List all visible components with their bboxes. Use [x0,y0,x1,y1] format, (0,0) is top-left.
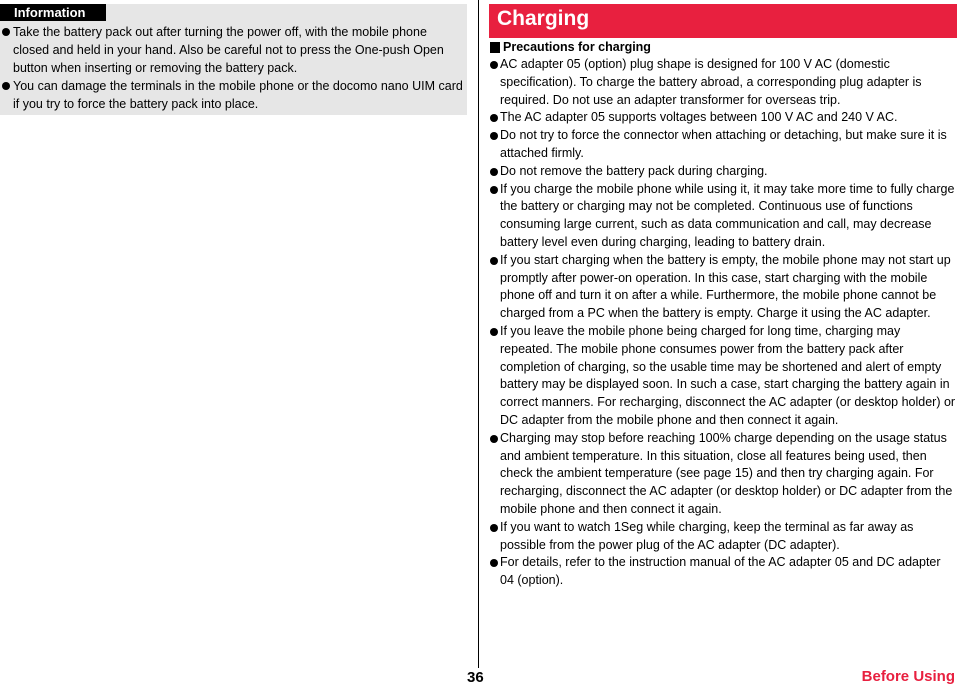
charging-section-title: Charging [489,4,957,38]
precaution-item: For details, refer to the instruction manual of the AC adapter 05 and DC adapter 04 (option). [490,554,956,590]
precautions-list [490,56,956,590]
precaution-item: The AC adapter 05 supports voltages between 100 V AC and 240 V AC. [490,109,956,127]
precaution-item: AC adapter 05 (option) plug shape is designed for 100 V AC (domestic specification). To charge the battery abroad, a corresponding plug adapter is required. Do not use an adapter transformer for overseas trip. [490,56,956,109]
precautions-heading-label: Precautions for charging [503,40,651,54]
precaution-item: If you start charging when the battery is empty, the mobile phone may not start up promptly after power-on operation. In this case, start charging with the mobile phone off and turn it on after a while. Furthermore, the mobile phone cannot be charged from a PC when the battery is empty. Charge it using the AC adapter. [490,252,956,323]
precautions-heading [490,39,651,56]
column-divider [478,0,479,668]
information-list [2,23,464,113]
information-tag: Information [0,4,106,21]
precaution-item: Do not remove the battery pack during charging. [490,163,956,181]
precaution-item: If you leave the mobile phone being charged for long time, charging may repeated. The mobile phone consumes power from the battery pack after completion of charging, so the usable time may be shortened and alert of empty battery may be displayed soon. In such a case, start charging the battery again in correct manners. For recharging, disconnect the AC adapter (or desktop holder) or DC adapter from the mobile phone and then connect it again. [490,323,956,430]
precaution-item: If you charge the mobile phone while using it, it may take more time to fully charge the battery or charging may not be completed. Continuous use of functions consuming large current, such as data communication and call, may decrease battery level even during charging, leading to battery drain. [490,181,956,252]
information-box [0,4,467,115]
square-bullet-icon [490,42,500,53]
section-name: Before Using [861,668,955,685]
precaution-item: If you want to watch 1Seg while charging, keep the terminal as far away as possible from the power plug of the AC adapter (DC adapter). [490,519,956,555]
information-item: You can damage the terminals in the mobile phone or the docomo nano UIM card if you try to force the battery pack into place. [2,77,464,113]
precaution-item: Charging may stop before reaching 100% charge depending on the usage status and ambient temperature. In this situation, close all features being used, then check the ambient temperature (see page 15) and then try charging again. For recharging, disconnect the AC adapter (or desktop holder) or DC adapter from the mobile phone and then connect it again. [490,430,956,519]
precaution-item: Do not try to force the connector when attaching or detaching, but make sure it is attached firmly. [490,127,956,163]
page-number: 36 [467,669,484,686]
information-item: Take the battery pack out after turning the power off, with the mobile phone closed and held in your hand. Also be careful not to press the One-push Open button when inserting or removing the battery pack. [2,23,464,77]
